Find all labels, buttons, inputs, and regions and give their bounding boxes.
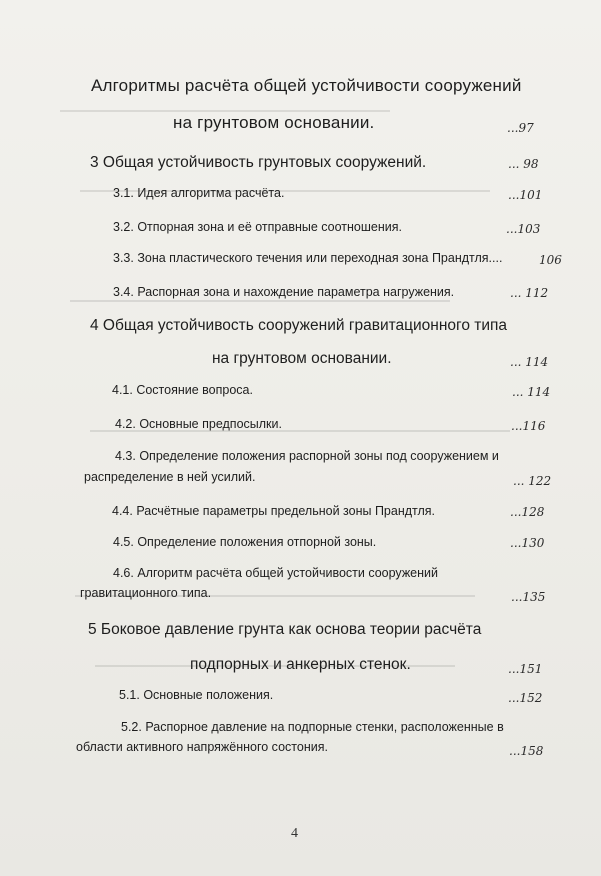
toc-section-5-title-line1: 5 Боковое давление грунта как основа теории расчёта xyxy=(88,621,482,638)
toc-item-3-3: 3.3. Зона пластического течения или переходная зона Прандтля.... xyxy=(113,251,503,265)
toc-item-3-1: 3.1. Идея алгоритма расчёта. xyxy=(113,186,285,200)
toc-item-4-4: 4.4. Расчётные параметры предельной зоны Прандтля. xyxy=(112,504,436,518)
toc-page-ref: ...128 xyxy=(510,505,545,519)
bleed-through-mark xyxy=(60,110,390,112)
toc-page-ref: ...158 xyxy=(509,744,544,758)
toc-page-ref: ...130 xyxy=(510,536,545,550)
toc-item-5-2-line1: 5.2. Распорное давление на подпорные стенки, расположенные в xyxy=(121,720,504,734)
toc-page-ref: ...103 xyxy=(506,222,541,236)
toc-section-3-title: 3 Общая устойчивость грунтовых сооружений. xyxy=(90,154,427,171)
toc-page-ref: ... 122 xyxy=(513,474,552,488)
toc-heading-algorithms-line2: на грунтовом основании. xyxy=(173,113,375,132)
page-number: 4 xyxy=(291,826,298,841)
toc-page-ref: ... 112 xyxy=(510,286,549,300)
toc-item-4-6-line1: 4.6. Алгоритм расчёта общей устойчивости сооружений xyxy=(113,566,438,580)
toc-item-4-2: 4.2. Основные предпосылки. xyxy=(115,417,282,431)
toc-page-ref: ...97 xyxy=(507,121,534,135)
toc-item-5-1: 5.1. Основные положения. xyxy=(119,688,274,702)
toc-page-ref: ... 114 xyxy=(512,385,551,399)
toc-page-ref: ...151 xyxy=(508,662,543,676)
toc-page-ref: ...135 xyxy=(511,590,546,604)
toc-item-4-5: 4.5. Определение положения отпорной зоны. xyxy=(113,535,377,549)
toc-item-5-2-line2: области активного напряжённого состония. xyxy=(76,740,328,754)
toc-page-ref: ...116 xyxy=(511,419,546,433)
toc-section-4-title-line1: 4 Общая устойчивость сооружений гравитационного типа xyxy=(90,317,508,334)
toc-item-4-3-line1: 4.3. Определение положения распорной зоны под сооружением и xyxy=(115,449,499,463)
bleed-through-mark xyxy=(70,300,450,302)
toc-section-5-title-line2: подпорных и анкерных стенок. xyxy=(190,656,411,673)
toc-section-4-title-line2: на грунтовом основании. xyxy=(212,350,392,367)
toc-page-ref: ...152 xyxy=(508,691,543,705)
toc-item-4-1: 4.1. Состояние вопроса. xyxy=(112,383,253,397)
toc-item-3-2: 3.2. Отпорная зона и её отправные соотношения. xyxy=(113,220,402,234)
toc-page-ref: 106 xyxy=(539,253,562,267)
toc-heading-algorithms-line1: Алгоритмы расчёта общей устойчивости сооружений xyxy=(91,76,522,95)
toc-page-ref: ... 98 xyxy=(508,157,539,171)
toc-page-ref: ... 114 xyxy=(510,355,549,369)
toc-item-4-6-line2: гравитационного типа. xyxy=(80,586,212,600)
toc-item-3-4: 3.4. Распорная зона и нахождение параметра нагружения. xyxy=(113,285,455,299)
toc-page-ref: ...101 xyxy=(508,188,543,202)
toc-item-4-3-line2: распределение в ней усилий. xyxy=(84,470,256,484)
